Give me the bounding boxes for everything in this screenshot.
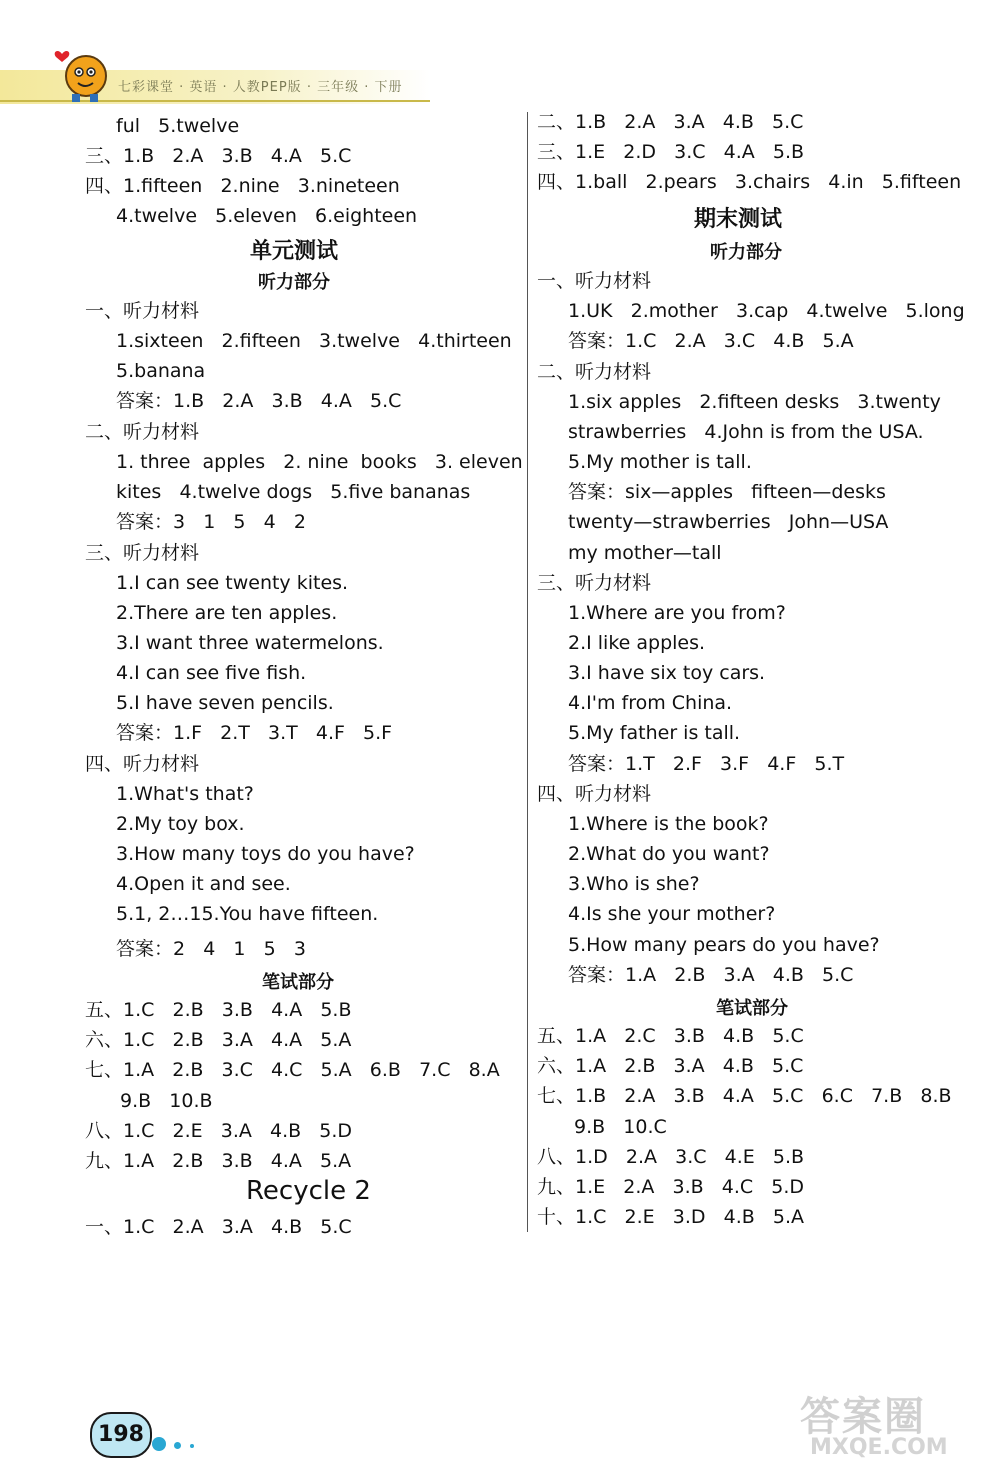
answer-line: 八、1.D 2.A 3.C 4.E 5.B — [537, 1146, 805, 1168]
text-line: 5.My father is tall. — [568, 722, 741, 744]
answer-line: 六、1.C 2.B 3.A 4.A 5.A — [85, 1029, 352, 1051]
answer-line: 六、1.A 2.B 3.A 4.B 5.C — [537, 1055, 804, 1077]
answer-line: 八、1.C 2.E 3.A 4.B 5.D — [85, 1120, 353, 1142]
question-heading: 三、听力材料 — [537, 572, 652, 594]
text-line: 1.six apples 2.fifteen desks 3.twenty — [568, 391, 941, 413]
text-line: 1.Where are you from? — [568, 602, 786, 624]
subsection-listening: 听力部分 — [258, 272, 330, 293]
text-line: 2.There are ten apples. — [116, 602, 338, 624]
question-heading: 二、听力材料 — [85, 421, 200, 443]
answer-line: 答案：1.A 2.B 3.A 4.B 5.C — [568, 964, 854, 986]
text-line: 3.How many toys do you have? — [116, 843, 415, 865]
answer-line: 三、1.E 2.D 3.C 4.A 5.B — [537, 141, 805, 163]
answer-line: 十、1.C 2.E 3.D 4.B 5.A — [537, 1206, 805, 1228]
watermark-url: MXQE.COM — [810, 1435, 948, 1460]
text-line: 1.I can see twenty kites. — [116, 572, 349, 594]
answer-line: 三、1.B 2.A 3.B 4.A 5.C — [85, 145, 352, 167]
text-line: 1. three apples 2. nine books 3. eleven — [116, 451, 523, 473]
text-line: 5.My mother is tall. — [568, 451, 752, 473]
answer-line: 四、1.fifteen 2.nine 3.nineteen — [85, 175, 400, 197]
subsection-written: 笔试部分 — [262, 972, 334, 993]
decorative-dot — [152, 1437, 166, 1451]
answer-line: 七、1.A 2.B 3.C 4.C 5.A 6.B 7.C 8.A — [85, 1059, 500, 1081]
text-line: 4.twelve 5.eleven 6.eighteen — [116, 205, 418, 227]
text-line: 5.1, 2…15.You have fifteen. — [116, 903, 379, 925]
answer-line: 答案：1.F 2.T 3.T 4.F 5.F — [116, 722, 393, 744]
header-text: 七彩课堂 · 英语 · 人教PEP版 · 三年级 · 下册 — [118, 80, 403, 95]
watermark-logo: 答案圈 — [800, 1394, 926, 1440]
section-title-recycle-2: Recycle 2 — [246, 1176, 371, 1206]
text-line: 1.What's that? — [116, 783, 254, 805]
answer-line: 答案：1.B 2.A 3.B 4.A 5.C — [116, 390, 402, 412]
text-line: 4.I'm from China. — [568, 692, 733, 714]
answer-line: 九、1.A 2.B 3.B 4.A 5.A — [85, 1150, 352, 1172]
question-heading: 三、听力材料 — [85, 542, 200, 564]
text-line: 1.UK 2.mother 3.cap 4.twelve 5.long — [568, 300, 965, 322]
question-heading: 二、听力材料 — [537, 361, 652, 383]
decorative-dot — [190, 1444, 194, 1448]
question-heading: 四、听力材料 — [537, 783, 652, 805]
section-title-final-test: 期末测试 — [694, 207, 783, 232]
page-number: 198 — [90, 1412, 152, 1458]
text-line: 4.Open it and see. — [116, 873, 291, 895]
text-line: 1.sixteen 2.fifteen 3.twelve 4.thirteen — [116, 330, 512, 352]
answer-line: 答案：1.T 2.F 3.F 4.F 5.T — [568, 753, 845, 775]
answer-line: 五、1.A 2.C 3.B 4.B 5.C — [537, 1025, 804, 1047]
answer-line: 七、1.B 2.A 3.B 4.A 5.C 6.C 7.B 8.B — [537, 1085, 952, 1107]
text-line: 3.Who is she? — [568, 873, 700, 895]
column-divider — [527, 112, 528, 1232]
text-line: 2.My toy box. — [116, 813, 245, 835]
answer-line: 答案：1.C 2.A 3.C 4.B 5.A — [568, 330, 854, 352]
text-line: kites 4.twelve dogs 5.five bananas — [116, 481, 471, 503]
text-line: 2.I like apples. — [568, 632, 706, 654]
text-line: twenty—strawberries John—USA — [568, 511, 889, 533]
text-line: 4.I can see five fish. — [116, 662, 307, 684]
answer-line: 五、1.C 2.B 3.B 4.A 5.B — [85, 999, 352, 1021]
answer-line: 九、1.E 2.A 3.B 4.C 5.D — [537, 1176, 805, 1198]
answer-line: 答案：3 1 5 4 2 — [116, 511, 306, 533]
text-line: 1.Where is the book? — [568, 813, 769, 835]
answer-line: 四、1.ball 2.pears 3.chairs 4.in 5.fifteen — [537, 171, 962, 193]
answer-line: 9.B 10.B — [120, 1090, 213, 1112]
text-line: 3.I want three watermelons. — [116, 632, 384, 654]
answer-line: 一、1.C 2.A 3.A 4.B 5.C — [85, 1216, 352, 1238]
subsection-listening: 听力部分 — [710, 242, 782, 263]
text-line: 5.How many pears do you have? — [568, 934, 880, 956]
decorative-dot — [174, 1442, 181, 1449]
text-line: 4.Is she your mother? — [568, 903, 776, 925]
answer-line: 二、1.B 2.A 3.A 4.B 5.C — [537, 111, 804, 133]
answer-line: 9.B 10.C — [574, 1116, 667, 1138]
answer-line: 答案：2 4 1 5 3 — [116, 938, 306, 960]
text-line: strawberries 4.John is from the USA. — [568, 421, 924, 443]
question-heading: 一、听力材料 — [537, 270, 652, 292]
text-line: 5.banana — [116, 360, 206, 382]
answer-line: 答案：six—apples fifteen—desks — [568, 481, 886, 503]
subsection-written: 笔试部分 — [716, 998, 788, 1019]
text-line: my mother—tall — [568, 542, 722, 564]
text-line: 5.I have seven pencils. — [116, 692, 334, 714]
question-heading: 一、听力材料 — [85, 300, 200, 322]
question-heading: 四、听力材料 — [85, 753, 200, 775]
text-line: ful 5.twelve — [116, 115, 240, 137]
mascot-icon — [48, 42, 118, 106]
text-line: 3.I have six toy cars. — [568, 662, 766, 684]
section-title-unit-test: 单元测试 — [250, 239, 339, 264]
text-line: 2.What do you want? — [568, 843, 770, 865]
